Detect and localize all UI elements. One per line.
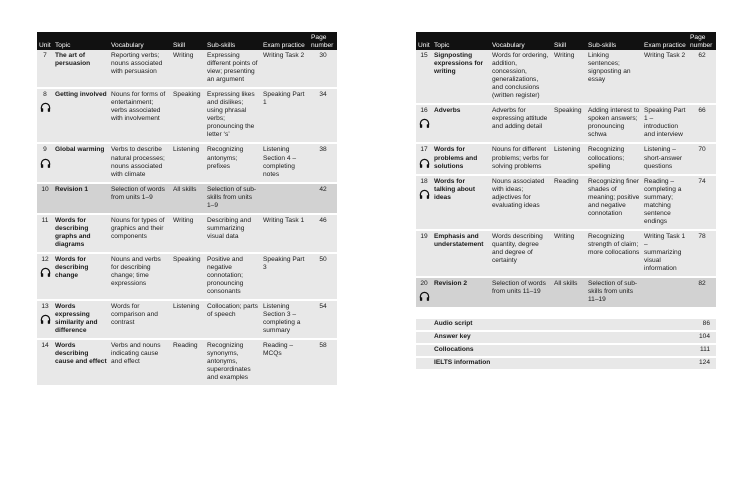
vocabulary-cell-text: Nouns associated with ideas; adjectives for evaluating ideas <box>492 177 545 209</box>
unit-cell <box>416 230 432 277</box>
topic-cell <box>53 214 109 253</box>
exam-practice-cell <box>642 277 688 308</box>
exam-practice-cell-text: Listening – short-answer questions <box>644 146 683 170</box>
skill-cell <box>552 143 586 174</box>
exam-practice-cell <box>261 143 309 182</box>
page-number-cell-text: 70 <box>698 146 706 154</box>
table-row <box>37 183 337 214</box>
skill-cell-text: Writing <box>173 216 194 224</box>
extras-row <box>416 357 716 370</box>
exam-practice-cell-text: Listening Section 4 – completing notes <box>263 146 296 178</box>
skill-cell-text: Speaking <box>173 91 201 99</box>
extras-unit-cell <box>416 319 432 331</box>
skill-cell-text: Reading <box>554 177 579 185</box>
table-row <box>37 143 337 182</box>
exam-practice-cell-text: Writing Task 2 <box>644 52 686 60</box>
unit-cell-text: 16 <box>420 107 428 115</box>
exam-practice-cell <box>642 50 688 104</box>
topic-cell-text: Words describing cause and effect <box>55 342 107 366</box>
subskills-cell-text: Recognizing antonyms; prefixes <box>207 146 244 170</box>
subskills-cell-text: Selection of sub-skills from units 1–9 <box>207 185 257 209</box>
subskills-cell <box>586 143 642 174</box>
skill-cell <box>552 230 586 277</box>
exam-practice-cell <box>642 175 688 230</box>
topic-cell <box>432 277 490 308</box>
exam-practice-cell <box>261 183 309 214</box>
table-row <box>37 300 337 339</box>
topic-cell-text: Emphasis and understatement <box>434 232 484 248</box>
skill-cell-text: Writing <box>554 52 575 60</box>
vocabulary-cell <box>109 50 171 88</box>
subskills-cell <box>205 50 261 88</box>
subskills-cell <box>586 175 642 230</box>
header-topic: Topic <box>53 32 109 50</box>
topic-cell <box>53 50 109 88</box>
vocabulary-cell-text: Selection of words from units 11–19 <box>492 279 546 295</box>
topic-cell <box>432 143 490 174</box>
headphones-icon <box>419 291 430 302</box>
table-row <box>416 143 716 174</box>
skill-cell-text: Listening <box>173 302 200 310</box>
extras-page-number: 104 <box>688 331 716 344</box>
subskills-cell-text: Positive and negative connotation; pronouncing consonants <box>207 255 244 295</box>
vocabulary-cell <box>109 300 171 339</box>
skill-cell <box>552 277 586 308</box>
table-row <box>416 175 716 230</box>
extras-row <box>416 344 716 357</box>
contents-page-right <box>416 32 716 371</box>
exam-practice-cell <box>261 253 309 300</box>
header-page: Page number <box>309 32 337 50</box>
vocabulary-cell <box>109 339 171 386</box>
vocabulary-cell-text: Verbs and nouns indicating cause and effect <box>111 342 161 366</box>
page-number-cell-text: 78 <box>698 232 706 240</box>
vocabulary-cell-text: Reporting verbs; nouns associated with persuasion <box>111 52 163 76</box>
extras-label: IELTS information <box>432 357 688 370</box>
page-number-cell <box>309 214 337 253</box>
page-number-cell <box>309 50 337 88</box>
exam-practice-cell-text: Reading – MCQs <box>263 342 294 358</box>
page-number-cell <box>309 300 337 339</box>
topic-cell-text: Words for problems and solutions <box>434 146 478 170</box>
headphones-icon <box>40 314 51 325</box>
topic-cell-text: Words for talking about ideas <box>434 177 476 201</box>
page-number-cell <box>688 50 716 104</box>
topic-cell-text: Adverbs <box>434 107 461 115</box>
header-subskills: Sub-skills <box>205 32 261 50</box>
extras-label: Answer key <box>432 331 688 344</box>
contents-table-left <box>37 32 337 387</box>
topic-cell-text: Global warming <box>55 146 105 154</box>
headphones-icon <box>419 158 430 169</box>
header-skill: Skill <box>171 32 205 50</box>
subskills-cell-text: Adding interest to spoken answers; pronouncing schwa <box>588 107 640 139</box>
exam-practice-cell <box>642 143 688 174</box>
extras-unit-cell <box>416 357 432 370</box>
skill-cell <box>171 300 205 339</box>
header-page: Page number <box>688 32 716 50</box>
unit-cell-text: 7 <box>43 52 47 60</box>
page-number-cell-text: 54 <box>319 302 327 310</box>
header-unit: Unit <box>37 32 53 50</box>
unit-cell <box>37 50 53 88</box>
exam-practice-cell <box>261 50 309 88</box>
vocabulary-cell-text: Nouns for types of graphics and their components <box>111 216 165 240</box>
unit-cell-text: 9 <box>43 146 47 154</box>
skill-cell-text: Writing <box>173 52 194 60</box>
subskills-cell-text: Recognizing collocations; spelling <box>588 146 625 170</box>
extras-page-number: 124 <box>688 357 716 370</box>
subskills-cell <box>586 50 642 104</box>
topic-cell <box>53 300 109 339</box>
skill-cell-text: Speaking <box>554 107 582 115</box>
table-row <box>37 88 337 143</box>
subskills-cell <box>586 277 642 308</box>
topic-cell <box>53 339 109 386</box>
page-number-cell-text: 82 <box>698 279 706 287</box>
topic-cell <box>432 230 490 277</box>
table-row <box>416 230 716 277</box>
page-number-cell-text: 62 <box>698 52 706 60</box>
vocabulary-cell <box>109 88 171 143</box>
unit-cell-text: 10 <box>41 185 49 193</box>
unit-cell-text: 14 <box>41 342 49 350</box>
unit-cell-text: 13 <box>41 302 49 310</box>
skill-cell <box>171 143 205 182</box>
vocabulary-cell-text: Nouns for forms of entertainment; verbs associated with involvement <box>111 91 166 123</box>
vocabulary-cell <box>490 143 552 174</box>
topic-cell <box>53 183 109 214</box>
unit-cell <box>37 253 53 300</box>
page-number-cell-text: 30 <box>319 52 327 60</box>
vocabulary-cell-text: Selection of words from units 1–9 <box>111 185 165 201</box>
topic-cell-text: Revision 1 <box>55 185 88 193</box>
page-number-cell-text: 38 <box>319 146 327 154</box>
page-number-cell-text: 34 <box>319 91 327 99</box>
subskills-cell <box>205 339 261 386</box>
topic-cell-text: Revision 2 <box>434 279 467 287</box>
vocabulary-cell <box>490 50 552 104</box>
exam-practice-cell <box>261 339 309 386</box>
table-row <box>37 50 337 88</box>
extras-label: Audio script <box>432 319 688 331</box>
header-vocabulary: Vocabulary <box>109 32 171 50</box>
vocabulary-cell-text: Nouns for different problems; verbs for solving problems <box>492 146 549 170</box>
contents-page-left <box>37 32 337 387</box>
skill-cell <box>552 104 586 143</box>
extras-row <box>416 331 716 344</box>
skill-cell <box>171 183 205 214</box>
table-row <box>37 339 337 386</box>
unit-cell <box>37 183 53 214</box>
headphones-icon <box>40 102 51 113</box>
page-number-cell <box>309 143 337 182</box>
topic-cell-text: The art of persuasion <box>55 52 91 68</box>
headphones-icon <box>419 118 430 129</box>
extras-unit-cell <box>416 344 432 357</box>
header-exam: Exam practice <box>261 32 309 50</box>
subskills-cell <box>205 143 261 182</box>
page-number-cell <box>688 175 716 230</box>
table-row <box>37 214 337 253</box>
skill-cell-text: Listening <box>173 146 200 154</box>
topic-cell <box>432 50 490 104</box>
table-header <box>37 32 337 50</box>
unit-cell-text: 17 <box>420 146 428 154</box>
extras-page-number: 111 <box>688 344 716 357</box>
extras-spacer <box>416 308 716 319</box>
unit-cell <box>37 214 53 253</box>
table-row <box>37 253 337 300</box>
page-number-cell <box>688 104 716 143</box>
topic-cell <box>432 175 490 230</box>
exam-practice-cell-text: Writing Task 2 <box>263 52 305 60</box>
skill-cell <box>171 50 205 88</box>
skill-cell-text: Reading <box>173 342 198 350</box>
exam-practice-cell-text: Speaking Part 3 <box>263 255 305 271</box>
page-number-cell <box>309 253 337 300</box>
page-number-cell <box>309 88 337 143</box>
subskills-cell-text: Recognizing synonyms, antonyms, superordinates and examples <box>207 342 251 382</box>
vocabulary-cell-text: Nouns and verbs for describing change; time expressions <box>111 255 161 287</box>
exam-practice-cell-text: Writing Task 1 <box>263 216 305 224</box>
subskills-cell-text: Selection of sub-skills from units 11–19 <box>588 279 638 303</box>
unit-cell <box>416 277 432 308</box>
table-row <box>416 277 716 308</box>
topic-cell <box>432 104 490 143</box>
exam-practice-cell-text: Reading – completing a summary; matching sentence endings <box>644 177 682 225</box>
skill-cell-text: Writing <box>554 232 575 240</box>
exam-practice-cell <box>261 88 309 143</box>
topic-cell-text: Words expressing similarity and difference <box>55 302 98 335</box>
table-header <box>416 32 716 50</box>
header-vocabulary: Vocabulary <box>490 32 552 50</box>
exam-practice-cell-text: Speaking Part 1 – introduction and interview <box>644 107 686 139</box>
vocabulary-cell <box>109 183 171 214</box>
exam-practice-cell <box>261 214 309 253</box>
header-unit: Unit <box>416 32 432 50</box>
vocabulary-cell <box>109 214 171 253</box>
skill-cell <box>171 339 205 386</box>
topic-cell-text: Words for describing change <box>55 255 89 279</box>
unit-cell <box>37 143 53 182</box>
skill-cell-text: All skills <box>554 279 578 287</box>
page-number-cell <box>309 339 337 386</box>
exam-practice-cell-text: Writing Task 1 – summarizing visual information <box>644 232 686 272</box>
subskills-cell <box>205 214 261 253</box>
header-topic: Topic <box>432 32 490 50</box>
skill-cell <box>552 50 586 104</box>
exam-practice-cell-text: Speaking Part 1 <box>263 91 305 107</box>
unit-cell-text: 15 <box>420 52 428 60</box>
subskills-cell-text: Describing and summarizing visual data <box>207 216 251 240</box>
subskills-cell-text: Recognizing strength of claim; more collocations <box>588 232 640 256</box>
vocabulary-cell <box>490 277 552 308</box>
extras-label: Collocations <box>432 344 688 357</box>
subskills-cell-text: Expressing different points of view; presenting an argument <box>207 52 258 84</box>
subskills-cell <box>205 300 261 339</box>
skill-cell-text: Listening <box>554 146 581 154</box>
vocabulary-cell <box>109 253 171 300</box>
unit-cell <box>37 300 53 339</box>
unit-cell-text: 12 <box>41 255 49 263</box>
table-row <box>416 50 716 104</box>
page-number-cell <box>688 277 716 308</box>
skill-cell <box>171 253 205 300</box>
topic-cell <box>53 88 109 143</box>
extras-row <box>416 319 716 331</box>
unit-cell <box>416 104 432 143</box>
topic-cell-text: Words for describing graphs and diagrams <box>55 216 91 248</box>
topic-cell-text: Signposting expressions for writing <box>434 52 484 76</box>
subskills-cell <box>205 88 261 143</box>
exam-practice-cell-text: Listening Section 3 – completing a summary <box>263 302 301 335</box>
subskills-cell-text: Expressing likes and dislikes; using phrasal verbs; pronouncing the letter ‘s’ <box>207 91 255 139</box>
page-number-cell-text: 74 <box>698 177 706 185</box>
subskills-cell <box>586 104 642 143</box>
topic-cell <box>53 143 109 182</box>
page-number-cell <box>688 230 716 277</box>
page-number-cell-text: 46 <box>319 216 327 224</box>
vocabulary-cell <box>109 143 171 182</box>
vocabulary-cell-text: Words for ordering, addition, concession, generalizations, and conclusions (written register) <box>492 52 549 100</box>
vocabulary-cell-text: Words for comparison and contrast <box>111 302 158 327</box>
subskills-cell-text: Recognizing finer shades of meaning; positive and negative connotation <box>588 177 640 217</box>
skill-cell <box>552 175 586 230</box>
skill-cell-text: Speaking <box>173 255 201 263</box>
vocabulary-cell-text: Words describing quantity, degree and degree of certainty <box>492 232 543 264</box>
header-subskills: Sub-skills <box>586 32 642 50</box>
vocabulary-cell-text: Adverbs for expressing attitude and adding detail <box>492 107 548 131</box>
unit-cell-text: 18 <box>420 177 428 185</box>
headphones-icon <box>40 158 51 169</box>
skill-cell-text: All skills <box>173 185 197 193</box>
subskills-cell-text: Linking sentences; signposting an essay <box>588 52 631 84</box>
unit-cell-text: 11 <box>41 216 49 224</box>
contents-table-right <box>416 32 716 371</box>
page-number-cell <box>688 143 716 174</box>
page-number-cell-text: 50 <box>319 255 327 263</box>
vocabulary-cell <box>490 175 552 230</box>
page-number-cell <box>309 183 337 214</box>
extras-unit-cell <box>416 331 432 344</box>
table-row <box>416 104 716 143</box>
header-skill: Skill <box>552 32 586 50</box>
unit-cell <box>416 175 432 230</box>
topic-cell <box>53 253 109 300</box>
subskills-cell <box>205 253 261 300</box>
headphones-icon <box>40 267 51 278</box>
vocabulary-cell <box>490 230 552 277</box>
subskills-cell <box>205 183 261 214</box>
headphones-icon <box>419 189 430 200</box>
exam-practice-cell <box>261 300 309 339</box>
skill-cell <box>171 88 205 143</box>
unit-cell <box>37 88 53 143</box>
header-exam: Exam practice <box>642 32 688 50</box>
exam-practice-cell <box>642 104 688 143</box>
unit-cell <box>37 339 53 386</box>
unit-cell <box>416 143 432 174</box>
skill-cell <box>171 214 205 253</box>
extras-page-number: 86 <box>688 319 716 331</box>
unit-cell-text: 20 <box>420 279 428 287</box>
unit-cell <box>416 50 432 104</box>
unit-cell-text: 8 <box>43 91 47 99</box>
exam-practice-cell <box>642 230 688 277</box>
page-number-cell-text: 58 <box>319 342 327 350</box>
vocabulary-cell <box>490 104 552 143</box>
unit-cell-text: 19 <box>420 232 428 240</box>
subskills-cell <box>586 230 642 277</box>
topic-cell-text: Getting involved <box>55 91 107 99</box>
subskills-cell-text: Collocation; parts of speech <box>207 302 258 318</box>
page-number-cell-text: 66 <box>698 107 706 115</box>
vocabulary-cell-text: Verbs to describe natural processes; nouns associated with climate <box>111 146 165 178</box>
page-number-cell-text: 42 <box>319 185 327 193</box>
